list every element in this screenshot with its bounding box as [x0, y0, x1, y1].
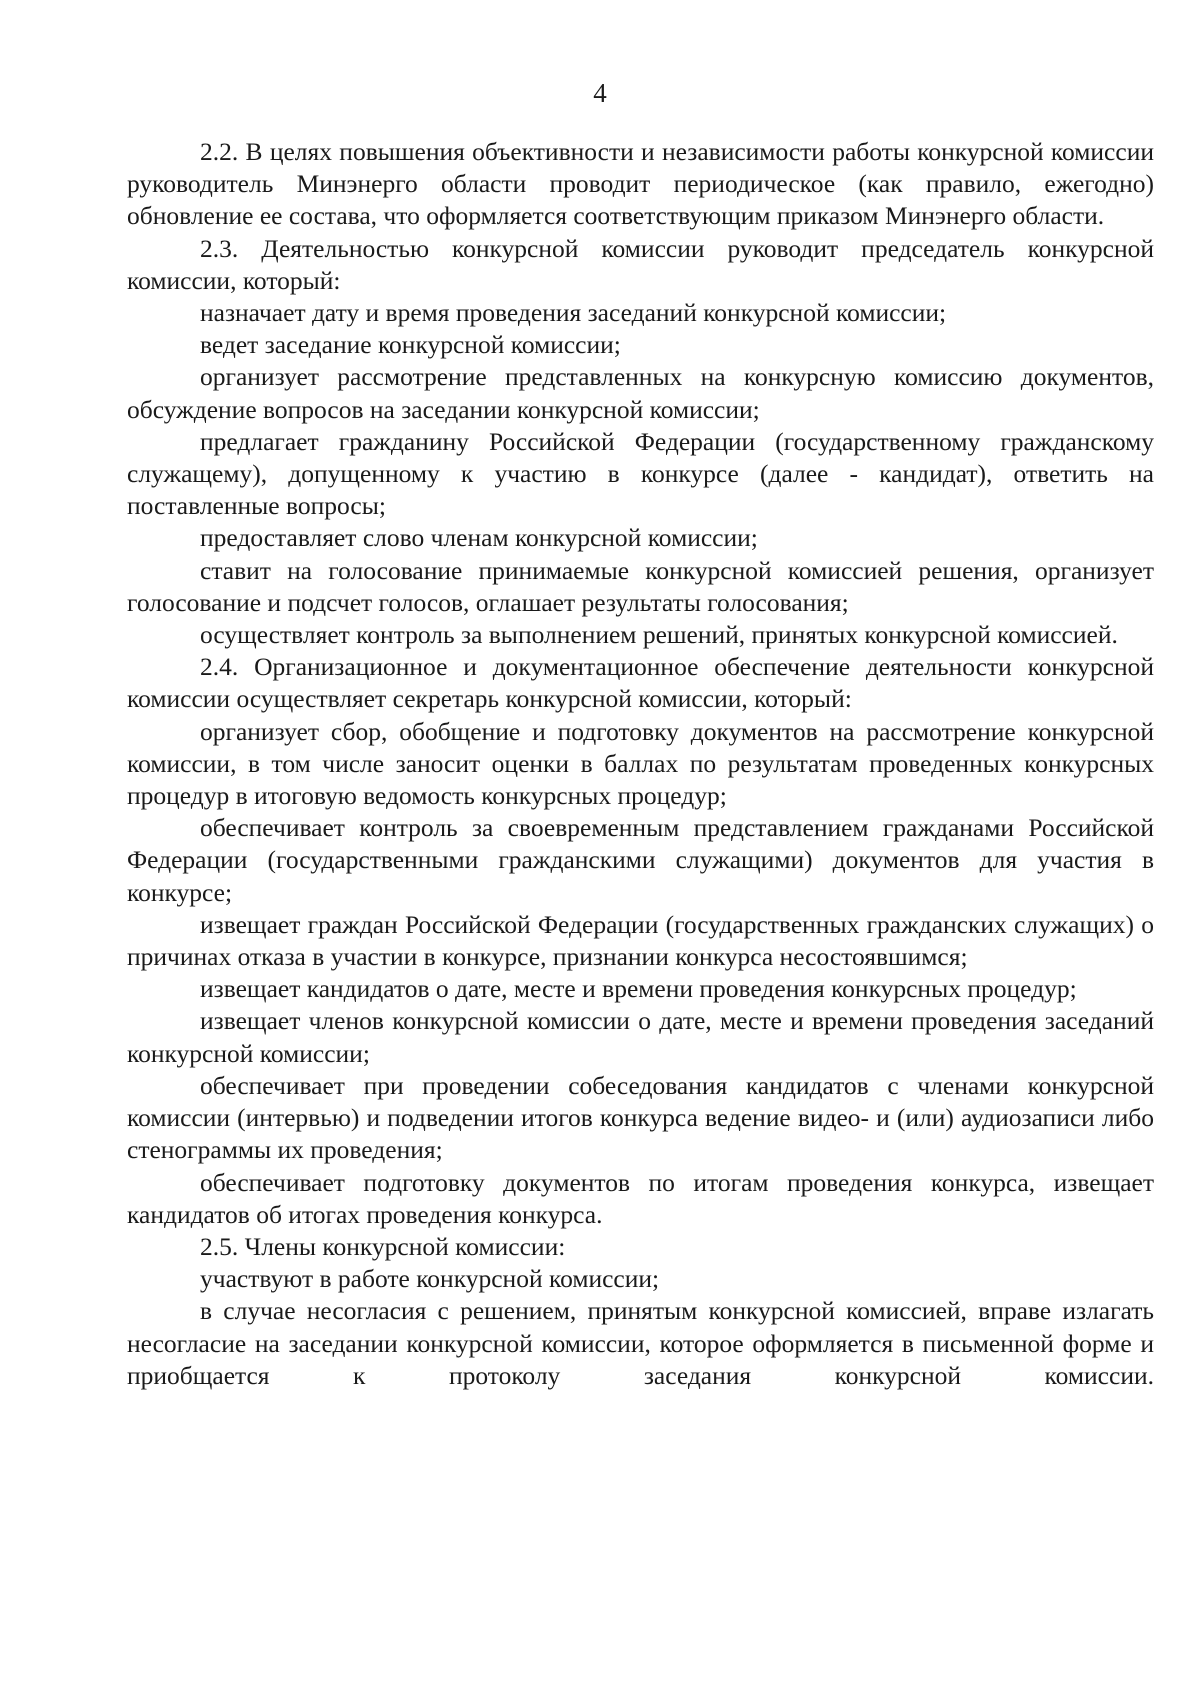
- paragraph-2-3: 2.3. Деятельностью конкурсной комиссии руководит председатель конкурсной комиссии, который:: [127, 233, 1154, 295]
- member-duty-participate: участвуют в работе конкурсной комиссии;: [200, 1264, 660, 1294]
- chairman-duty-vote: ставит на голосование принимаемые конкурсной комиссией решения, организует голосование и подсчет голосов, оглашает результаты голосования;: [127, 555, 1154, 617]
- chairman-duty-floor: предоставляет слово членам конкурсной комиссии;: [200, 523, 758, 553]
- secretary-duty-control: обеспечивает контроль за своевременным представлением гражданами Российской Федерации (государственными гражданскими служащими) документов для участия в конкурсе;: [127, 813, 1154, 907]
- secretary-duty-recording: обеспечивает при проведении собеседования кандидатов с членами конкурсной комиссии (интервью) и подведении итогов конкурса ведение видео- и (или) аудиозаписи либо стенограммы их проведения;: [127, 1070, 1154, 1165]
- chairman-duty-review: организует рассмотрение представленных на конкурсную комиссию документов, обсуждение вопросов на заседании конкурсной комиссии;: [127, 362, 1154, 424]
- member-duty-dissent: в случае несогласия с решением, принятым конкурсной комиссией, вправе излагать несогласие на заседании конкурсной комиссии, которое оформляется в письменной форме и приобщается к протоколу заседания конкурсной комиссии.: [127, 1296, 1154, 1390]
- page-number: 4: [593, 78, 607, 108]
- paragraph-2-2: 2.2. В целях повышения объективности и независимости работы конкурсной комиссии руководитель Минэнерго области проводит периодическое (как правило, ежегодно) обновление ее состава, что оформляется соответствующим приказом Минэнерго области.: [127, 137, 1154, 231]
- secretary-duty-member-notice: извещает членов конкурсной комиссии о дате, месте и времени проведения заседаний конкурсной комиссии;: [127, 1006, 1154, 1068]
- paragraph-2-4: 2.4. Организационное и документационное обеспечение деятельности конкурсной комиссии осуществляет секретарь конкурсной комиссии, который:: [127, 652, 1154, 714]
- chairman-duty-lead: ведет заседание конкурсной комиссии;: [200, 330, 621, 360]
- secretary-duty-candidate-notice: извещает кандидатов о дате, месте и времени проведения конкурсных процедур;: [200, 974, 1077, 1004]
- secretary-duty-results: обеспечивает подготовку документов по итогам проведения конкурса, извещает кандидатов об итогах проведения конкурса.: [127, 1167, 1154, 1229]
- chairman-duty-questions: предлагает гражданину Российской Федерации (государственному гражданскому служащему), допущенному к участию в конкурсе (далее - кандидат), ответить на поставленные вопросы;: [127, 426, 1154, 521]
- paragraph-2-5: 2.5. Члены конкурсной комиссии:: [200, 1231, 566, 1261]
- document-body: [127, 136, 1154, 1392]
- secretary-duty-collect: организует сбор, обобщение и подготовку документов на рассмотрение конкурсной комиссии, в том числе заносит оценки в баллах по результатам проведенных конкурсных процедур в итоговую ведомость конкурсных процедур;: [127, 716, 1154, 811]
- chairman-duty-control: осуществляет контроль за выполнением решений, принятых конкурсной комиссией.: [200, 620, 1118, 650]
- secretary-duty-refusal-notice: извещает граждан Российской Федерации (государственных гражданских служащих) о причинах отказа в участии в конкурсе, признании конкурса несостоявшимся;: [127, 909, 1154, 972]
- chairman-duty-schedule: назначает дату и время проведения заседаний конкурсной комиссии;: [200, 298, 947, 328]
